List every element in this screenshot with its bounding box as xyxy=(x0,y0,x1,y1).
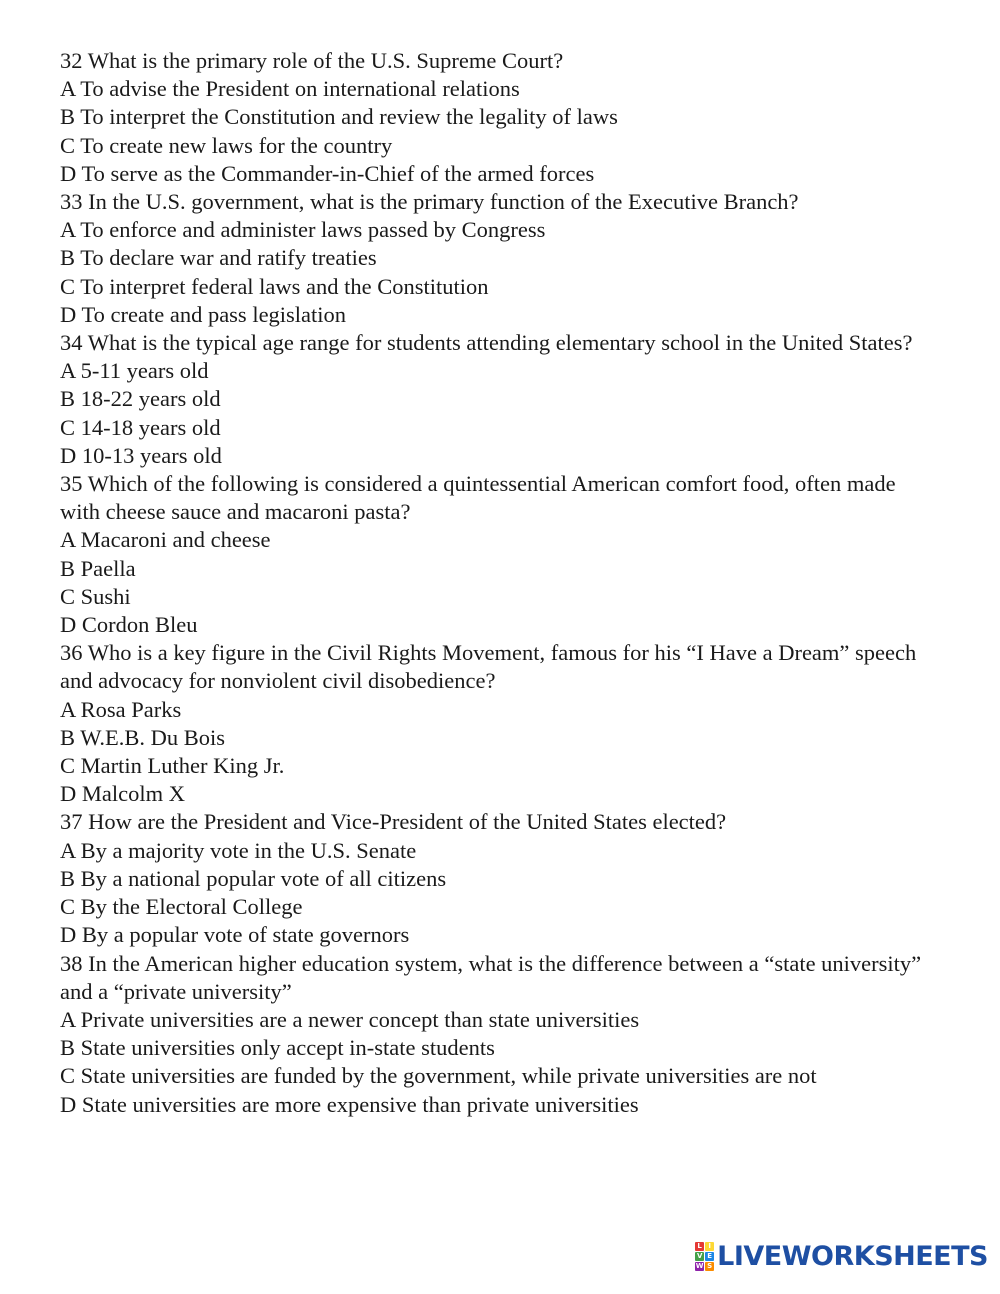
option-35-a: A Macaroni and cheese xyxy=(60,527,271,553)
option-37-a: A By a majority vote in the U.S. Senate xyxy=(60,837,417,863)
option-36-b: B W.E.B. Du Bois xyxy=(60,724,226,750)
option-38-b: B State universities only accept in-state students xyxy=(60,1035,495,1061)
question-37: 37 How are the President and Vice-President of the United States elected? xyxy=(60,809,727,835)
option-32-d: D To serve as the Commander-in-Chief of the armed forces xyxy=(60,160,595,186)
option-33-a: A To enforce and administer laws passed by Congress xyxy=(60,217,546,243)
option-35-c: C Sushi xyxy=(60,583,131,609)
option-35-b: B Paella xyxy=(60,555,136,581)
option-32-c: C To create new laws for the country xyxy=(60,132,393,158)
liveworksheets-logo xyxy=(695,1240,988,1272)
logo-mark-tile: I xyxy=(705,1242,714,1251)
question-35: 35 Which of the following is considered a quintessential American comfort food, often made with cheese sauce and macaroni pasta? xyxy=(60,471,896,525)
option-38-c: C State universities are funded by the government, while private universities are not xyxy=(60,1063,817,1089)
option-34-c: C 14-18 years old xyxy=(60,414,221,440)
question-33: 33 In the U.S. government, what is the primary function of the Executive Branch? xyxy=(60,189,799,215)
question-32: 32 What is the primary role of the U.S. Supreme Court? xyxy=(60,48,564,73)
option-38-a: A Private universities are a newer concept than state universities xyxy=(60,1006,640,1032)
option-37-c: C By the Electoral College xyxy=(60,894,303,920)
option-35-d: D Cordon Bleu xyxy=(60,612,198,638)
logo-mark-tile: S xyxy=(707,1261,713,1270)
question-38: 38 In the American higher education system, what is the difference between a “state university” and a “private university” xyxy=(60,950,922,1004)
option-32-b: B To interpret the Constitution and review the legality of laws xyxy=(60,104,618,130)
question-36: 36 Who is a key figure in the Civil Rights Movement, famous for his “I Have a Dream” speech and advocacy for nonviolent civil disobedience? xyxy=(60,640,917,694)
option-34-a: A 5-11 years old xyxy=(60,358,209,384)
option-32-a: A To advise the President on international relations xyxy=(60,76,520,102)
option-38-d: D State universities are more expensive than private universities xyxy=(60,1091,639,1117)
worksheet-questions xyxy=(60,47,940,1119)
option-34-d: D 10-13 years old xyxy=(60,442,222,468)
option-36-a: A Rosa Parks xyxy=(60,696,182,722)
option-36-c: C Martin Luther King Jr. xyxy=(60,753,285,779)
option-37-b: B By a national popular vote of all citizens xyxy=(60,865,447,891)
logo-mark-tile: W xyxy=(695,1261,704,1270)
option-33-d: D To create and pass legislation xyxy=(60,301,347,327)
logo-mark-tile: V xyxy=(696,1251,703,1260)
liveworksheets-logo-icon xyxy=(695,1242,714,1271)
option-33-b: B To declare war and ratify treaties xyxy=(60,245,377,271)
question-34: 34 What is the typical age range for students attending elementary school in the United States? xyxy=(60,330,913,356)
option-36-d: D Malcolm X xyxy=(60,781,185,807)
option-37-d: D By a popular vote of state governors xyxy=(60,922,410,948)
option-34-b: B 18-22 years old xyxy=(60,386,221,412)
logo-mark-tile: E xyxy=(705,1252,714,1261)
logo-mark-tile: L xyxy=(695,1242,704,1251)
option-33-c: C To interpret federal laws and the Constitution xyxy=(60,273,489,299)
liveworksheets-logo-text: LIVEWORKSHEETS xyxy=(717,1240,988,1272)
